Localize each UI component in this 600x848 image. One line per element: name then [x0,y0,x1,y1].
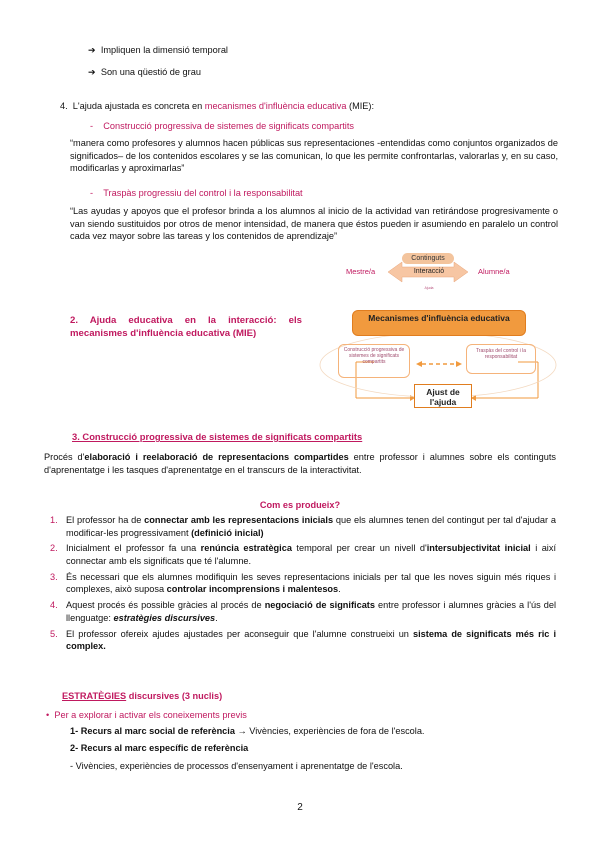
mie-box: Mecanismes d'influència educativa [352,310,526,336]
arrow-item-1: ➔ Impliquen la dimensió temporal [88,45,228,55]
right-mechanism-box: Traspàs del control i la responsabilitat [466,344,536,374]
continguts-box: Continguts [402,253,454,264]
quote-1: “manera como profesores y alumnos hacen públicas sus representaciones -entendidas como conjuntos organizados de significados– de los contenidos escolares y se las comunican, lo que les permite confrontarlas, valorarlas y, en su caso, modificarlas y aproximarlas” [70,138,558,174]
ajuda-small-label: Ajuda [424,286,434,290]
ajust-box: Ajust de l'ajuda [414,384,472,408]
subheading-2: - Traspàs progressiu del control i la responsabilitat [90,188,303,198]
arrow-right-icon: ➔ [88,67,96,77]
bullet-icon: • [46,710,50,720]
section-3-intro: Procés d'elaboració i reelaboració de representacions compartides entre professor i alumnes sobre els continguts d'aprenentatge i les tasques d'aprenentatge en el transcurs de la interactivitat. [44,452,556,475]
strategy-line-1: 1- Recurs al marc social de referència → Vivències, experiències de fora de l'escola. [70,726,425,736]
interaccio-label: Interacció [413,268,445,275]
step-1: 1. El professor ha de connectar amb les representacions inicials que els alumnes tenen del contingut per tal d'ajudar a modificar-les progressivament (definició inicial) [50,515,556,538]
mestre-label: Mestre/a [346,267,376,276]
question-heading: Com es produeix? [259,500,341,510]
item-4-heading: 4. L'ajuda ajustada es concreta en mecanismes d'influència educativa (MIE): [60,101,375,111]
mie-diagram [318,250,558,410]
strategy-line-2: 2- Recurs al marc específic de referència [70,743,249,753]
left-mechanism-box: Construcció progressiva de sistemes de significats compartits [338,344,410,378]
page-number: 2 [297,802,303,813]
step-5: 5. El professor ofereix ajudes ajustades per aconseguir que l'alumne construeixi un sistema de significats més ric i complex. [50,628,557,652]
step-2: 2. Inicialment el professor fa una renúncia estratègica temporal per crear un nivell d'intersubjectivitat inicial i així connectar amb els significats que té l'alumne. [50,543,556,567]
strategies-bullet: • Per a explorar i activar els coneixements previs [46,710,247,720]
step-4: 4. Aquest procés és possible gràcies al procés de negociació de significats entre professor i alumnes gràcies a l'ús del llenguatge: estratègies discursives. [50,600,557,623]
arrow-item-2: ➔ Son una qüestió de grau [88,67,201,77]
steps-list [50,514,556,656]
strategy-line-3: - Vivències, experiències de processos d'ensenyament i aprenentatge de l'escola. [70,761,403,771]
alumne-label: Alumne/a [478,267,510,276]
quote-2: “Las ayudas y apoyos que el profesor brinda a los alumnos al inicio de la actividad van retirándose progresivamente o van siendo sustituidos por otros de menor intensidad, de manera que éstos pueden ir asumiendo en paralelo un control cada vez mayor sobre las tareas y los contenidos de aprendizaje” [70,206,558,242]
section-3-title: 3. Construcció progressiva de sistemes de significats compartits [72,431,363,442]
subheading-1: - Construcció progressiva de sistemes de significats compartits [90,121,354,131]
strategies-title: ESTRATÈGIES discursives (3 nuclis) [62,691,223,701]
section-2-title: 2. Ajuda educativa en la interacció: els mecanismes d'influència educativa (MIE) [70,315,302,340]
arrow-right-icon: ➔ [88,45,96,55]
step-3: 3. És necessari que els alumnes modifiquin les seves representacions inicials per tal que les noves siguin més riques i complexes, això suposa controlar incomprensions i malentesos. [50,571,556,595]
